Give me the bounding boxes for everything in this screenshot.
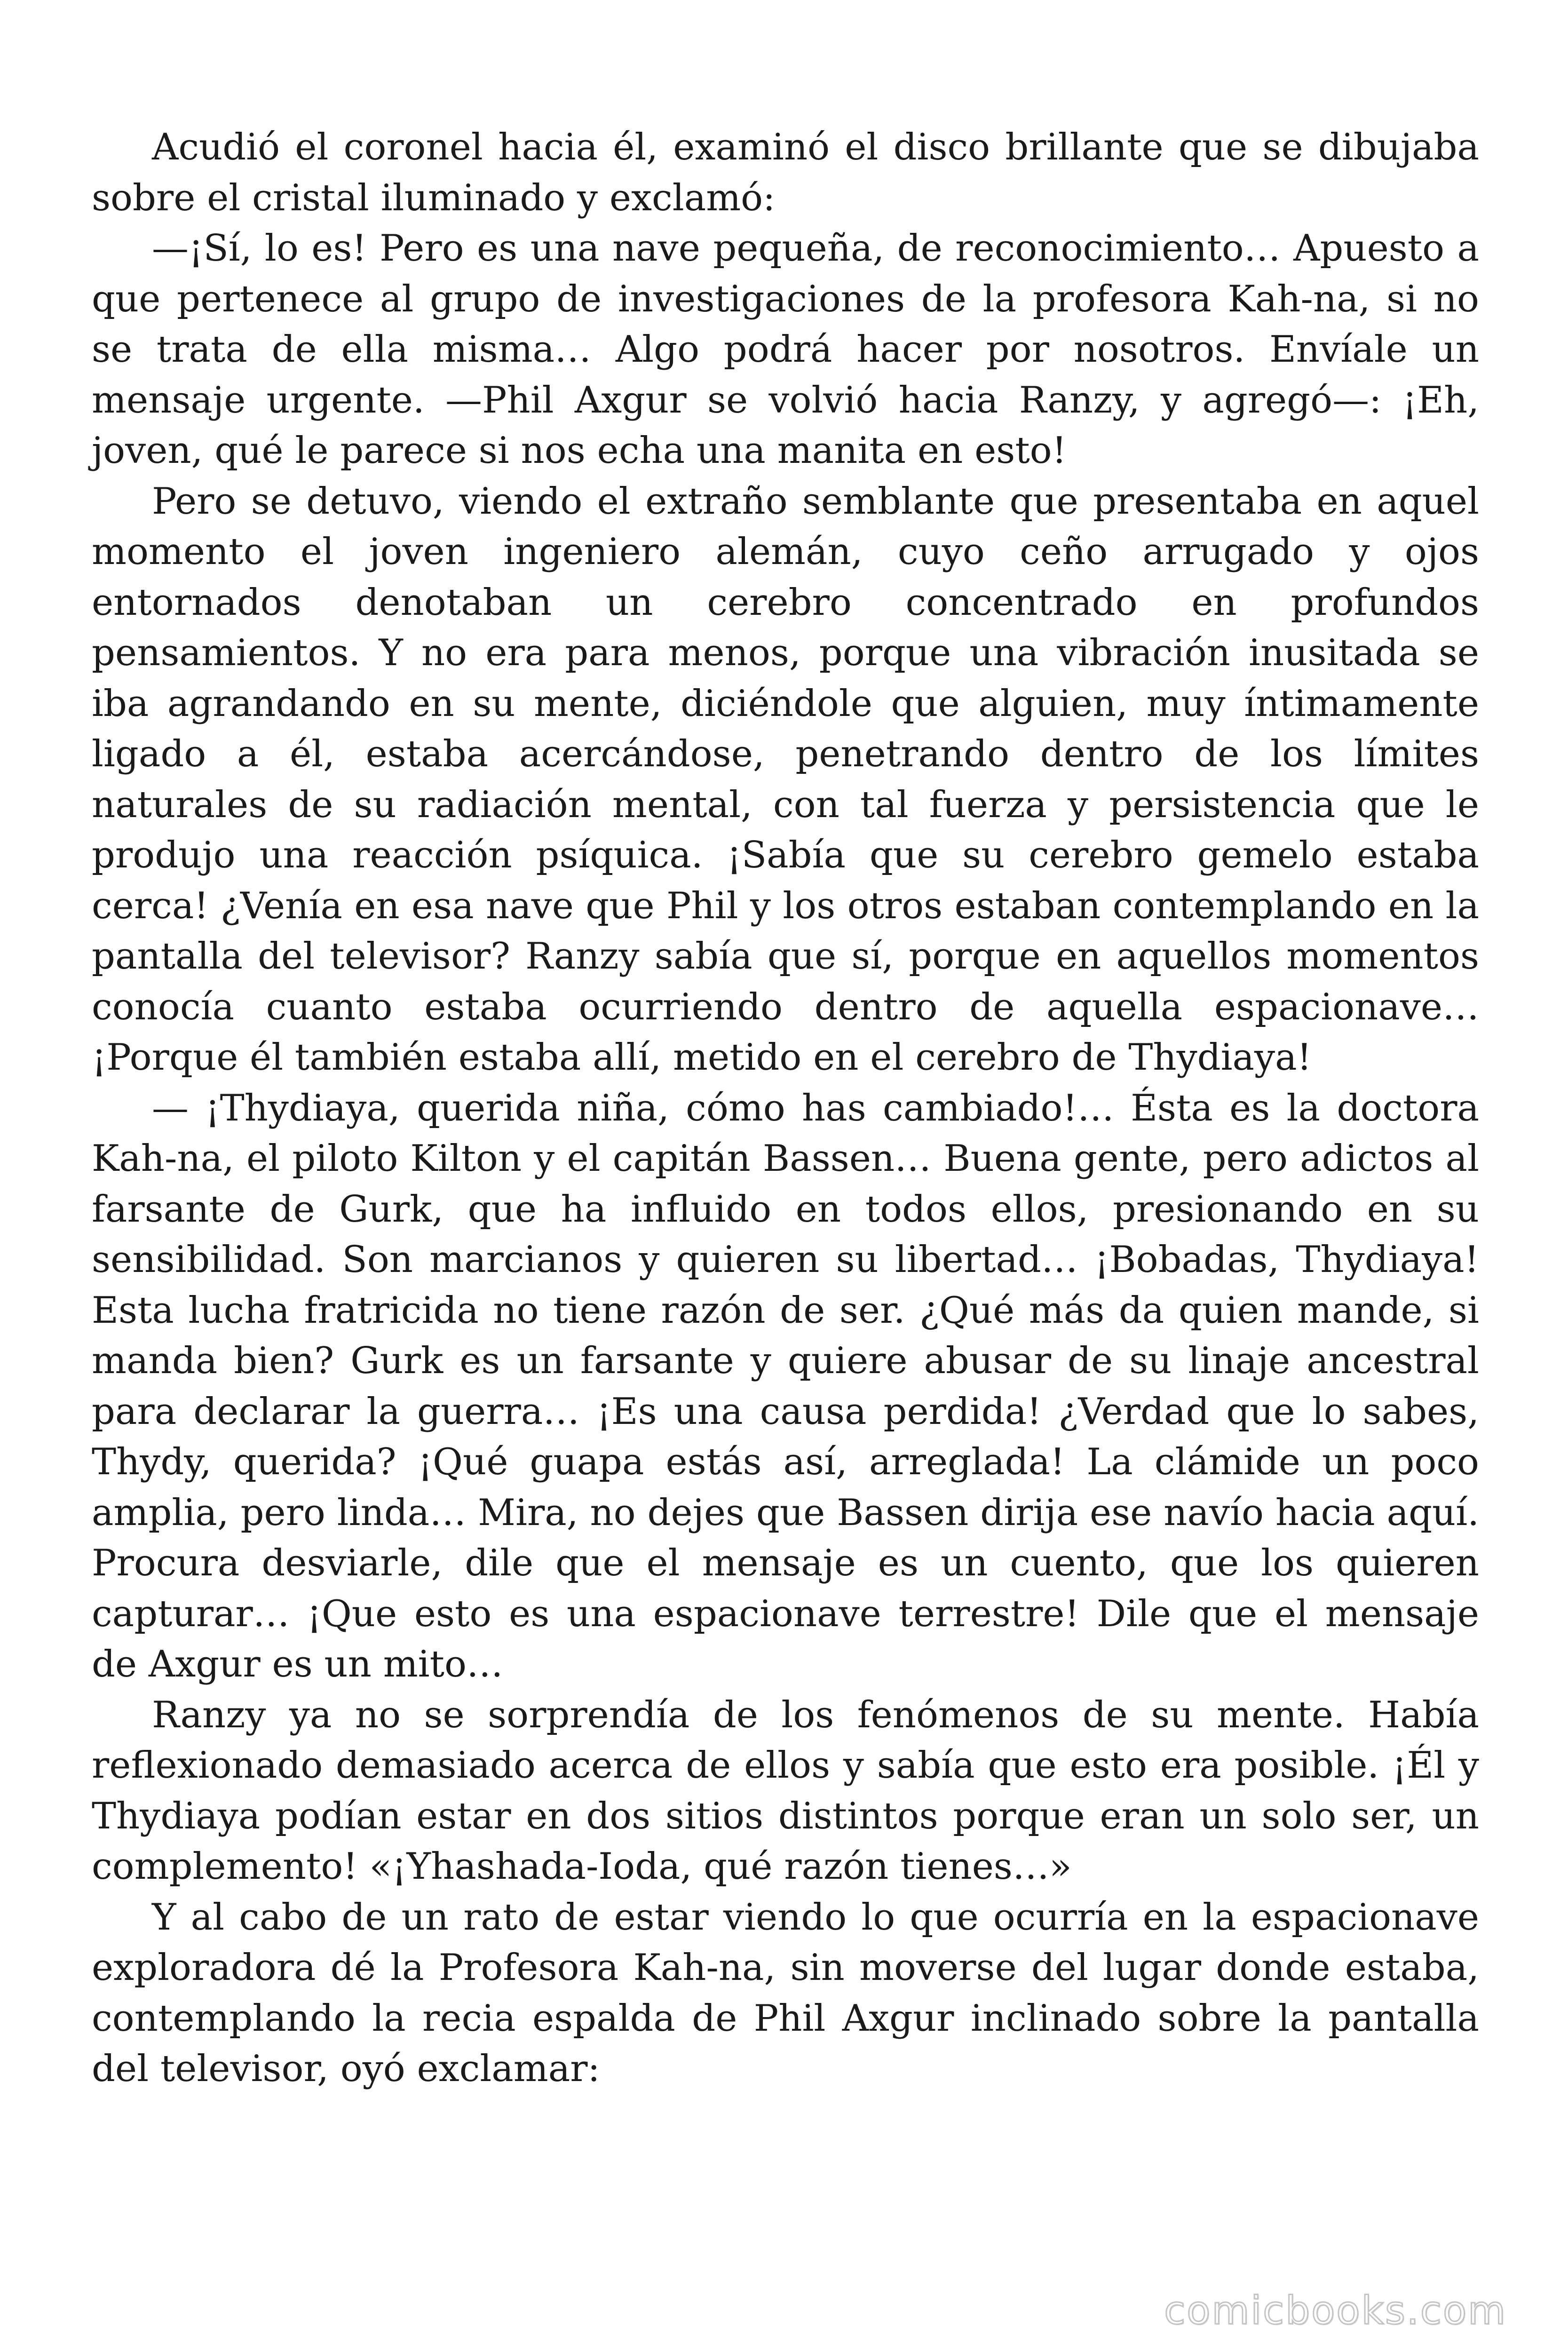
- paragraph: Pero se detuvo, viendo el extraño semblante que presentaba en aquel momento el joven ingeniero alemán, cuyo ceño arrugado y ojos entornados denotaban un cerebro concentrado en profundos pensamientos. Y no era para menos, porque una vibración inusitada se iba agrandando en su mente, diciéndole que alguien, muy íntimamente ligado a él, estaba acercándose, penetrando dentro de los límites naturales de su radiación mental, con tal fuerza y persistencia que le produjo una reacción psíquica. ¡Sabía que su cerebro gemelo estaba cerca! ¿Venía en esa nave que Phil y los otros estaban contemplando en la pantalla del televisor? Ranzy sabía que sí, porque en aquellos momentos conocía cuanto estaba ocurriendo dentro de aquella espacionave… ¡Porque él también estaba allí, metido en el cerebro de Thydiaya!: [92, 480, 1479, 1079]
- paragraph: Acudió el coronel hacia él, examinó el disco brillante que se dibujaba sobre el cristal iluminado y exclamó:: [92, 126, 1479, 219]
- paragraph: Y al cabo de un rato de estar viendo lo que ocurría en la espacionave exploradora dé la Profesora Kah-na, sin moverse del lugar donde estaba, contemplando la recia espalda de Phil Axgur inclinado sobre la pantalla del televisor, oyó exclamar:: [92, 1896, 1479, 2090]
- watermark: comicbooks.com: [1164, 2288, 1507, 2333]
- paragraph: Ranzy ya no se sorprendía de los fenómenos de su mente. Había reflexionado demasiado acerca de ellos y sabía que esto era posible. ¡Él y Thydiaya podían estar en dos sitios distintos porque eran un solo ser, un complemento! «¡Yhashada-Ioda, qué razón tienes…»: [92, 1693, 1479, 1888]
- paragraph: —¡Sí, lo es! Pero es una nave pequeña, de reconocimiento… Apuesto a que pertenece al grupo de investigaciones de la profesora Kah-na, si no se trata de ella misma… Algo podrá hacer por nosotros. Envíale un mensaje urgente. —Phil Axgur se volvió hacia Ranzy, y agregó—: ¡Eh, joven, qué le parece si nos echa una manita en esto!: [92, 227, 1479, 472]
- page-text: [92, 122, 1479, 2095]
- paragraph: — ¡Thydiaya, querida niña, cómo has cambiado!… Ésta es la doctora Kah-na, el piloto Kilton y el capitán Bassen… Buena gente, pero adictos al farsante de Gurk, que ha influido en todos ellos, presionando en su sensibilidad. Son marcianos y quieren su libertad… ¡Bobadas, Thydiaya! Esta lucha fratricida no tiene razón de ser. ¿Qué más da quien mande, si manda bien? Gurk es un farsante y quiere abusar de su linaje ancestral para declarar la guerra… ¡Es una causa perdida! ¿Verdad que lo sabes, Thydy, querida? ¡Qué guapa estás así, arreglada! La clámide un poco amplia, pero linda… Mira, no dejes que Bassen dirija ese navío hacia aquí. Procura desviarle, dile que el mensaje es un cuento, que los quieren capturar… ¡Que esto es una espacionave terrestre! Dile que el mensaje de Axgur es un mito…: [92, 1087, 1479, 1685]
